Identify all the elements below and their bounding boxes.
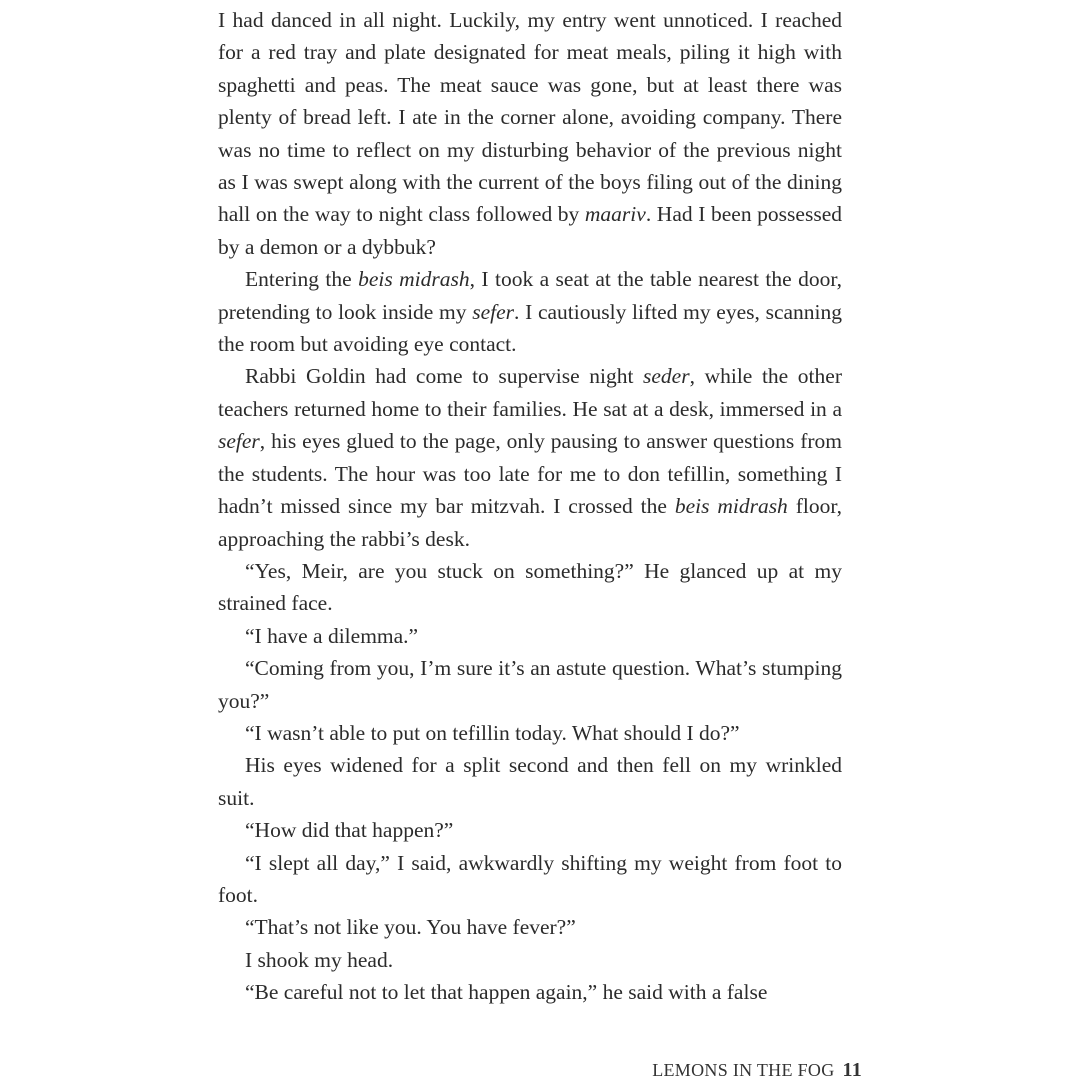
text-run: . Had I been possessed by a demon or a dybbuk? [218, 202, 842, 259]
paragraph [218, 555, 842, 620]
footer-book-title: LEMONS IN THE FOG [652, 1060, 835, 1080]
text-run: I shook my head. [245, 947, 394, 972]
text-run: “That’s not like you. You have fever?” [245, 915, 576, 940]
text-run: , I took a seat at the table nearest the door, pretending to look inside my [218, 267, 843, 324]
text-run: “I wasn’t able to put on tefillin today. What should I do?” [245, 720, 740, 745]
paragraph [218, 360, 842, 554]
text-run: Rabbi Goldin had come to supervise night [245, 364, 644, 389]
paragraph [218, 4, 842, 263]
paragraph [218, 847, 842, 912]
text-run: “I slept all day,” I said, awkwardly shifting my weight from foot to foot. [218, 850, 842, 907]
body-text [218, 4, 842, 1009]
text-run: “Yes, Meir, are you stuck on something?” He glanced up at my strained face. [218, 558, 842, 616]
paragraph [218, 620, 842, 652]
page-number: 11 [842, 1059, 862, 1081]
paragraph [218, 717, 842, 749]
italic-term: maariv [584, 202, 646, 227]
text-run: . I cautiously lifted my eyes, scanning the room but avoiding eye contact. [218, 299, 842, 357]
italic-term: beis midrash [674, 494, 788, 519]
text-run: “Coming from you, I’m sure it’s an astute question. What’s stumping you?” [218, 656, 842, 713]
paragraph [218, 749, 842, 814]
italic-term: seder [643, 364, 690, 389]
footer-line [652, 1058, 862, 1083]
text-run: , his eyes glued to the page, only pausing to answer questions from the students. The hour was too late for me to don tefillin, something I hadn’t missed since my bar mitzvah. I crossed the [218, 429, 842, 519]
paragraph [218, 976, 842, 1008]
text-run: His eyes widened for a split second and then fell on my wrinkled suit. [218, 753, 842, 810]
paragraph [218, 814, 842, 846]
italic-term: sefer [218, 429, 260, 454]
text-run: “Be careful not to let that happen again,” he said with a false [245, 980, 768, 1005]
italic-term: sefer [472, 299, 515, 324]
paragraph [218, 652, 842, 717]
paragraph [218, 944, 842, 976]
paragraph [218, 263, 842, 360]
paragraph [218, 911, 842, 943]
italic-term: beis midrash [358, 267, 470, 292]
text-run: , while the other teachers returned home to their families. He sat at a desk, immersed in a [218, 364, 842, 421]
text-run: Entering the [245, 267, 359, 292]
text-run: floor, approaching the rabbi’s desk. [218, 494, 842, 551]
text-run: I had danced in all night. Luckily, my entry went unnoticed. I reached for a red tray and plate designated for meat meals, piling it high with spaghetti and peas. The meat sauce was gone, but at least there was plenty of bread left. I ate in the corner alone, avoiding company. There was no time to reflect on my disturbing behavior of the previous night as I was swept along with the current of the boys filing out of the dining hall on the way to night class followed by [218, 8, 842, 227]
text-run: “How did that happen?” [245, 818, 454, 843]
running-footer [0, 1058, 1080, 1088]
text-run: “I have a dilemma.” [245, 623, 419, 648]
